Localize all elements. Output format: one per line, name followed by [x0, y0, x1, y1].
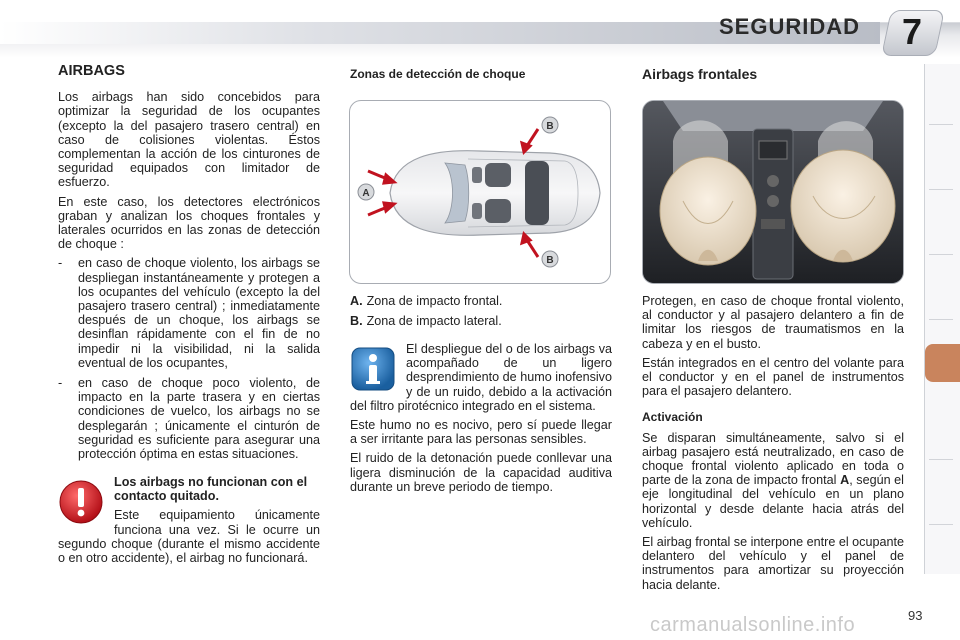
watermark: carmanualsonline.info [650, 614, 856, 636]
frontal-function-paragraph: El airbag frontal se interpone entre el ocupante delantero del vehículo y el panel de instrumentos para amortizar su proyección hacia delante. [642, 535, 904, 592]
chapter-tabs [924, 64, 960, 574]
section-heading-airbags: AIRBAGS [58, 63, 125, 79]
active-chapter-tab[interactable] [925, 344, 960, 382]
left-column [58, 64, 320, 467]
activation-heading: Activación [642, 410, 703, 425]
page-number: 93 [908, 608, 923, 623]
zone-b-label-top [542, 117, 558, 133]
zone-a-label [358, 184, 374, 200]
list-item: - en caso de choque poco violento, de impacto en la parte trasera y en ciertas condiciones de vuelco, los airbags no se desplegarán ; únicamente el cinturón de seguridad es suficiente para asegurar una protección óptima en estas situaciones. [58, 376, 320, 462]
caption-a: A. Zona de impacto frontal. [350, 294, 503, 308]
warning-note [58, 475, 320, 570]
zone-b-label-bottom [542, 251, 558, 267]
figure-captions [350, 291, 610, 331]
list-dash: - [58, 256, 63, 271]
car-topview-illustration [350, 101, 610, 283]
right-column [642, 294, 904, 597]
list-item: - en caso de choque violento, los airbags se despliegan instantáneamente y protegen a los ocupantes del vehículo (excepto la del pasajero trasero central) ; inmediatamente después de un choque, los airbags se desinflan rápidamente con el fin de no impedir ni la visibilidad, ni la salida eventual de los ocupantes, [58, 256, 320, 370]
frontal-airbags-heading: Airbags frontales [642, 66, 758, 82]
tab-divider [929, 459, 953, 460]
frontal-protect-paragraph: Protegen, en caso de choque frontal violento, al conductor y al pasajero delantero a fin de limitar los riesgos de traumatismos en la cabeza y en el busto. [642, 294, 904, 351]
svg-text:A: A [362, 188, 370, 199]
deployed-airbags-illustration [643, 101, 903, 283]
warning-title: Los airbags no funcionan con el contacto quitado. [114, 475, 308, 504]
deployment-list [58, 256, 320, 461]
detection-zones-figure [349, 100, 611, 284]
tab-divider [929, 124, 953, 125]
info-icon [350, 346, 396, 394]
info-paragraph-irritant: Este humo no es nocivo, pero sí puede llegar a ser irritante para las personas sensibles. [350, 418, 612, 447]
tab-divider [929, 524, 953, 525]
detectors-paragraph: En este caso, los detectores electrónicos graban y analizan los choques frontales y laterales ocurridos en las zonas de detección de choque : [58, 194, 320, 252]
intro-paragraph: Los airbags han sido concebidos para optimizar la seguridad de los ocupantes (excepto la del pasajero trasero central) en caso de colisiones violentas. Éstos complementan la acción de los cinturones de seguridad equipados con limitador de esfuerzo. [58, 90, 320, 190]
detection-zones-heading: Zonas de detección de choque [350, 67, 526, 81]
info-paragraph-noise: El ruido de la detonación puede conllevar una ligera disminución de la capacidad auditiva durante un breve periodo de tiempo. [350, 451, 612, 494]
tab-divider [929, 189, 953, 190]
info-paragraph-smoke: El despliegue del o de los airbags va acompañado de un ligero desprendimiento de humo inofensivo y de un ruido, debido a la activación del filtro pirotécnico integrado en el sistema. [350, 342, 612, 413]
list-dash: - [58, 376, 63, 391]
warning-text: Este equipamiento únicamente funciona una vez. Si le ocurre un segundo choque (durante el mismo accidente o en otro accidente), el airbag no funcionará. [58, 508, 320, 566]
svg-text:B: B [546, 121, 554, 132]
caption-b: B. Zona de impacto lateral. [350, 314, 502, 328]
tab-divider [929, 254, 953, 255]
info-note [350, 342, 612, 499]
tab-divider [929, 319, 953, 320]
activation-paragraph: Se disparan simultáneamente, salvo si el airbag pasajero está neutralizado, en caso de choque frontal violento aplicado en toda o parte de la zona de impacto frontal A, según el eje longitudinal del vehículo en un plano horizontal y desde delante hacia atrás del vehículo. [642, 430, 904, 530]
chapter-number: 7 [901, 11, 923, 52]
page-title: SEGURIDAD [718, 14, 860, 39]
frontal-airbags-figure [642, 100, 904, 284]
frontal-location-paragraph: Están integrados en el centro del volante para el conductor y en el panel de instrumentos para el pasajero delantero. [642, 355, 904, 399]
svg-text:B: B [546, 255, 554, 266]
warning-icon [58, 479, 104, 527]
